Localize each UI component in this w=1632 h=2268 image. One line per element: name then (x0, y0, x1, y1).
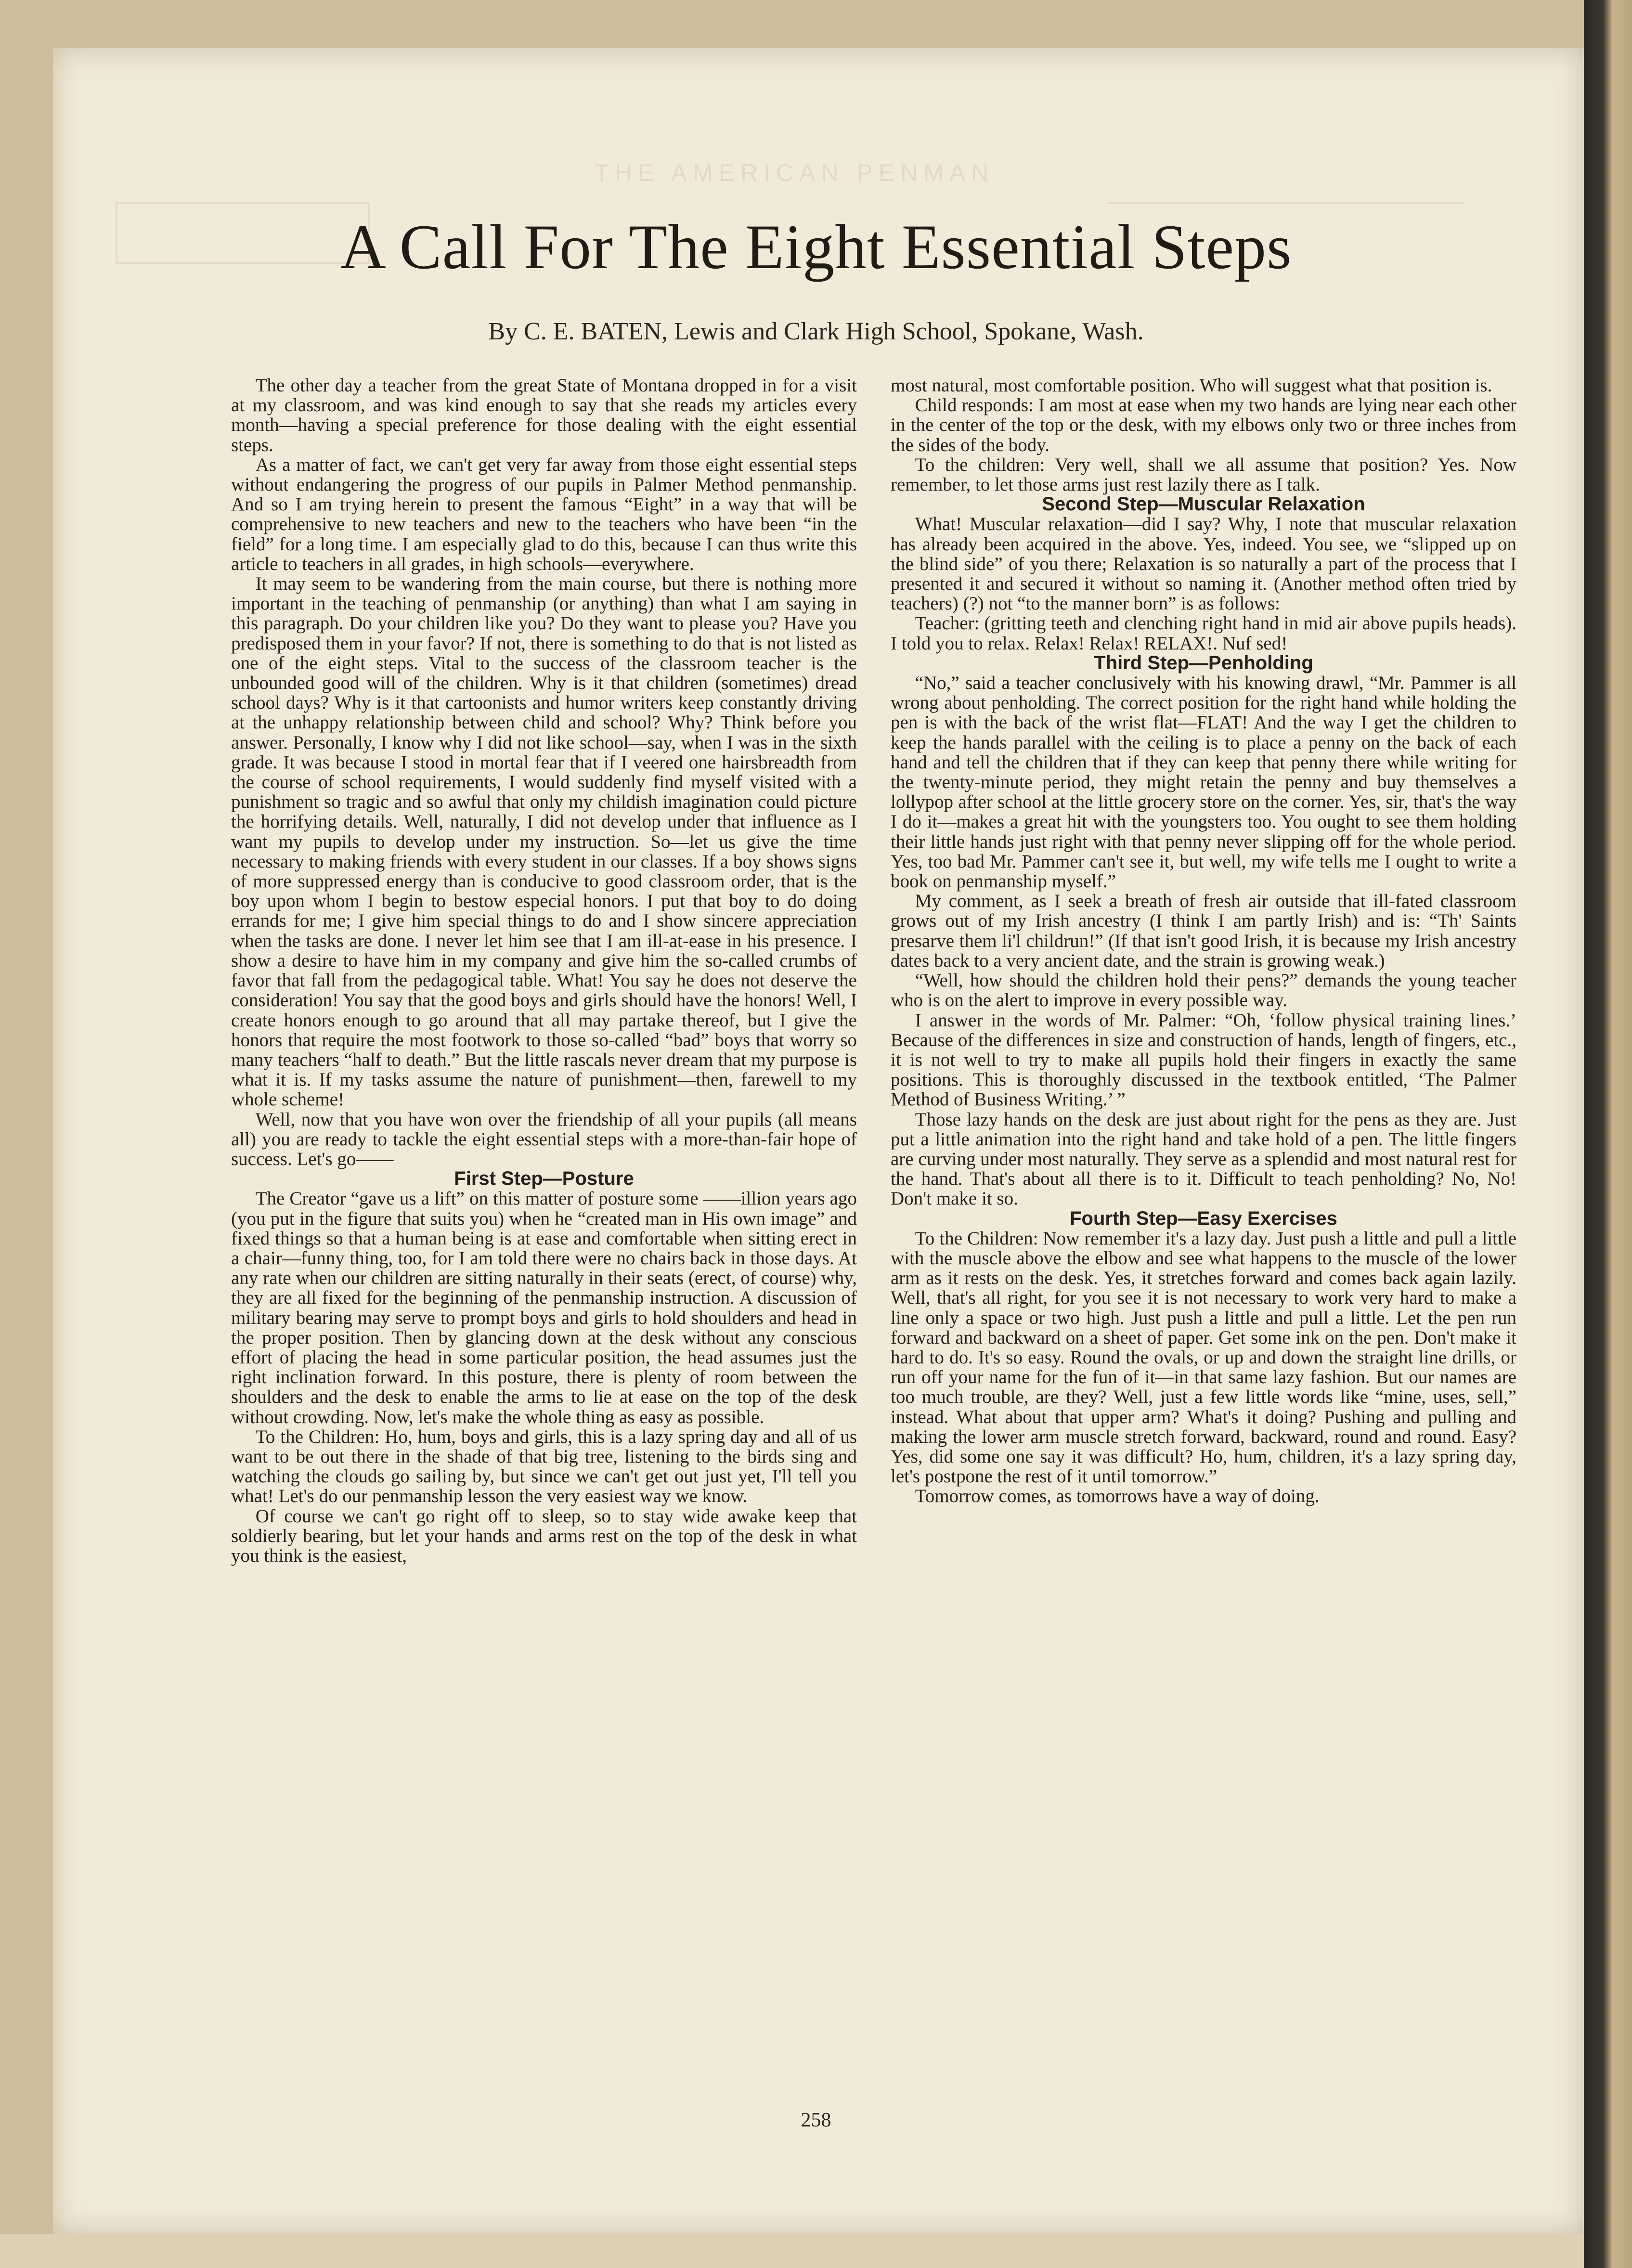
paragraph: To the Children: Ho, hum, boys and girls, this is a lazy spring day and all of us want to be out there in the shade of that big tree, listening to the birds sing and watching the clouds go sailing by, but since we can't get out just yet, I'll tell you what! Let's do our penmanship lesson the very easiest way we know. (231, 1426, 857, 1507)
section-heading-fourth-step: Fourth Step—Easy Exercises (1070, 1207, 1337, 1229)
paragraph: I answer in the words of Mr. Palmer: “Oh, ‘follow physical training lines.’ Because of the differences in size and construction of hands, length of fingers, etc., it is not well to try to make all pupils hold their fingers in exactly the same positions. This is thoroughly discussed in the textbook entitled, ‘The Palmer Method of Business Writing.’ ” (891, 1010, 1516, 1110)
right-column (891, 376, 1516, 1506)
section-heading-third-step: Third Step—Penholding (1094, 652, 1313, 674)
page-number: 258 (801, 2109, 831, 2131)
paragraph: It may seem to be wandering from the main course, but there is nothing more important in the teaching of penmanship (or anything) than what I am saying in this paragraph. Do your children like you? Do they want to please you? Have you predisposed them in your favor? If not, there is something to do that is not listed as one of the eight steps. Vital to the success of the classroom teacher is the unbounded good will of the children. Why is it that children (sometimes) dread school days? Why is it that cartoonists and humor writers keep constantly driving at the unhappy relationship between child and school? Why? Think before you answer. Personally, I know why I did not like school—say, when I was in the sixth grade. It was because I stood in mortal fear that if I veered one hairsbreadth from the course of school requirements, I would suddenly find myself visited with a punishment so tragic and so awful that only my childish imagination could picture the horrifying details. Well, naturally, I did not develop under that influence as I want my pupils to develop under my instruction. So—let us give the time necessary to making friends with every student in our classes. If a boy shows signs of more suppressed energy than is conducive to good classroom order, that is the boy upon whom I begin to bestow especial honors. I put that boy to do doing errands for me; I give him special things to do and I show sincere appreciation when the tasks are done. I never let him see that I am ill-at-ease in his presence. I show a desire to have him in my company and give him the so-called crumbs of favor that fall from the pedagogical table. What! You say he does not deserve the consideration! You say that the good boys and girls should have the honors! Well, I create honors enough to go around that all may partake thereof, but I give the honors that require the most footwork to those so-called “bad” boys that worry so many teachers “half to death.” But the little rascals never dream that my purpose is what it is. If my tasks assume the nature of punishment—then, farewell to my whole scheme! (231, 573, 857, 1110)
paragraph: “No,” said a teacher conclusively with his knowing drawl, “Mr. Pammer is all wrong about penholding. The correct position for the right hand while holding the pen is with the back of the wrist flat—FLAT! And the way I get the children to keep the hands parallel with the ceiling is to place a penny on the back of each hand and tell the children that if they can keep that penny there while writing for the twenty-minute period, they might retain the penny and buy themselves a lollypop after school at the little grocery store on the corner. Yes, sir, that's the way I do it—makes a great hit with the youngsters too. You ought to see them holding their little hands just right with that penny never slipping off for the whole period. Yes, too bad Mr. Pammer can't see it, but well, my wife tells me I ought to write a book on penmanship myself.” (891, 673, 1516, 892)
paragraph: Teacher: (gritting teeth and clenching right hand in mid air above pupils heads). I told you to relax. Relax! Relax! RELAX!. Nuf sed! (891, 613, 1516, 654)
paragraph: Well, now that you have won over the friendship of all your pupils (all means all) you are ready to tackle the eight essential steps with a more-than-fair hope of success. Let's go—— (231, 1109, 857, 1169)
page-bottom-edge (0, 2234, 1584, 2268)
article-title: A Call For The Eight Essential Steps (340, 211, 1292, 282)
paragraph: “Well, how should the children hold their pens?” demands the young teacher who is on the alert to improve in every possible way. (891, 970, 1516, 1011)
left-column (231, 376, 857, 1566)
paragraph: Tomorrow comes, as tomorrows have a way of doing. (915, 1486, 1320, 1507)
paragraph: What! Muscular relaxation—did I say? Why, I note that muscular relaxation has already been acquired in the above. Yes, indeed. You see, we “slipped up on the blind side” of you there; Relaxation is so naturally a part of the process that I presented it and secured it without so naming it. (Another method often tried by teachers) (?) not “to the manner born” is as follows: (891, 514, 1516, 614)
paragraph: The Creator “gave us a lift” on this matter of posture some ——illion years ago (you put in the figure that suits you) when he “created man in His own image” and fixed things so that a human being is at ease and comfortable when sitting erect in a chair—funny thing, too, for I am told there were no chairs back in those days. At any rate when our children are sitting naturally in their seats (erect, of course) why, they are all fixed for the beginning of the penmanship instruction. A discussion of military bearing may serve to prompt boys and girls to hold shoulders and head in the proper position. Then by glancing down at the desk without any conscious effort of placing the head in some particular position, the head assumes just the right inclination forward. In this posture, there is plenty of room between the shoulders and the desk to enable the arms to lie at ease on the top of the desk without crowding. Now, let's make the whole thing as easy as possible. (231, 1188, 857, 1427)
bleed-through-header: THE AMERICAN PENMAN (594, 159, 995, 186)
paragraph: To the Children: Now remember it's a lazy day. Just push a little and pull a little with the muscle above the elbow and see what happens to the muscle of the lower arm as it rests on the desk. Yes, it stretches forward and comes back again lazily. Well, that's all right, for you see it is not necessary to work very hard to make a line only a space or two high. Just push a little and pull a little. Let the pen run forward and backward on a sheet of paper. Get some ink on the pen. Don't make it hard to do. It's so easy. Round the ovals, or up and down the straight line drills, or run off your name for the fun of it—in that same lazy fashion. But our names are too much trouble, are they? Well, just a few little words like “mine, uses, sell,” instead. What about that upper arm? What's it doing? Pushing and pulling and making the lower arm muscle stretch forward, backward, round and round. Easy? Yes, did some one say it was difficult? Ho, hum, children, it's a lazy spring day, let's postpone the rest of it until tomorrow.” (891, 1228, 1516, 1487)
paragraph: Child responds: I am most at ease when my two hands are lying near each other in the center of the top or the desk, with my elbows only two or three inches from the sides of the body. (891, 395, 1516, 455)
section-heading-second-step: Second Step—Muscular Relaxation (1042, 493, 1365, 515)
paragraph: My comment, as I seek a breath of fresh air outside that ill-fated classroom grows out of my Irish ancestry (I think I am partly Irish) and is: “Th' Saints presarve them li'l childrun!” (If that isn't good Irish, it is because my Irish ancestry dates back to a very ancient date, and the strain is growing weak.) (891, 891, 1516, 971)
paragraph: As a matter of fact, we can't get very far away from those eight essential steps without endangering the progress of our pupils in Palmer Method penmanship. And so I am trying herein to present the famous “Eight” in a way that will be comprehensive to new teachers and new to the teachers who have been “in the field” for a long time. I am especially glad to do this, because I can thus write this article to teachers in all grades, in high schools—everywhere. (231, 454, 857, 574)
paragraph: To the children: Very well, shall we all assume that position? Yes. Now remember, to let those arms just rest lazily there as I talk. (891, 454, 1516, 495)
paragraph: most natural, most comfortable position. Who will suggest what that position is. (891, 375, 1492, 396)
paragraph: The other day a teacher from the great State of Montana dropped in for a visit at my classroom, and was kind enough to say that she reads my articles every month—having a special preference for those dealing with the eight essential steps. (231, 375, 857, 455)
article-byline: By C. E. BATEN, Lewis and Clark High School, Spokane, Wash. (488, 318, 1144, 345)
paragraph: Of course we can't go right off to sleep, so to stay wide awake keep that soldierly bearing, but let your hands and arms rest on the top of the desk in what you think is the easiest, (231, 1505, 857, 1566)
paragraph: Those lazy hands on the desk are just about right for the pens as they are. Just put a little animation into the right hand and take hold of a pen. The little fingers are curving under most naturally. They serve as a splendid and most natural rest for the hand. That's about all there is to it. Difficult to teach penholding? No, No! Don't make it so. (891, 1109, 1516, 1209)
section-heading-first-step: First Step—Posture (454, 1168, 634, 1190)
